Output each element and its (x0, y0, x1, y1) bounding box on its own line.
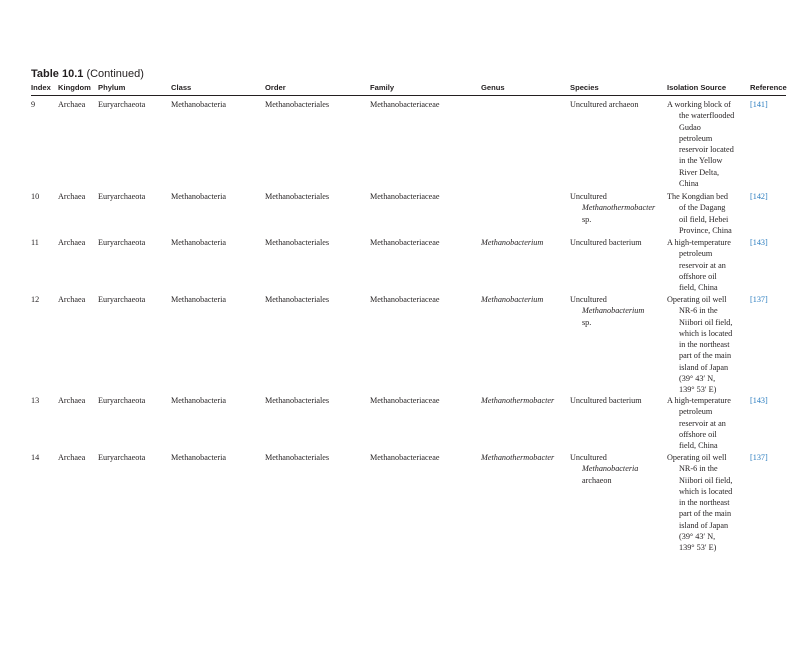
isolation-source-line: Operating oil well (667, 453, 727, 462)
species-line: Uncultured bacterium (570, 396, 642, 405)
table-number: Table 10.1 (31, 68, 84, 80)
cell-isolation-source (667, 99, 747, 189)
isolation-source-line: reservoir at an (679, 418, 726, 428)
cell-species (570, 191, 655, 225)
species-line: sp. (582, 317, 592, 327)
isolation-source-line: Niibori oil field, (679, 317, 733, 327)
isolation-source-line: 139° 53′ E) (679, 543, 717, 553)
table-title (31, 68, 144, 80)
header-isolation-source: Isolation Source (667, 83, 727, 92)
cell-species (570, 452, 638, 486)
header-rule (31, 95, 786, 96)
isolation-source-line: (39° 43′ N, (679, 532, 716, 542)
isolation-source-line: 139° 53′ E) (679, 385, 717, 395)
cell-family: Methanobacteriaceae (370, 238, 440, 247)
cell-genus: Methanothermobacter (481, 396, 555, 405)
isolation-source-line: A working block of (667, 100, 731, 109)
cell-kingdom: Archaea (58, 238, 86, 247)
header-class: Class (171, 83, 192, 92)
cell-index: 12 (31, 295, 40, 304)
table-continued-label: (Continued) (86, 68, 144, 80)
cell-species (570, 395, 642, 406)
isolation-source-line: which is located (679, 486, 733, 496)
isolation-source-line: Operating oil well (667, 295, 727, 304)
cell-family: Methanobacteriaceae (370, 453, 440, 462)
isolation-source-line: NR-6 in the (679, 306, 718, 316)
species-line: Uncultured (570, 295, 607, 304)
isolation-source-line: part of the main (679, 509, 732, 519)
reference-link[interactable]: [141] (750, 100, 768, 109)
isolation-source-line: A high-temperature (667, 238, 731, 247)
cell-species (570, 294, 644, 328)
cell-family: Methanobacteriaceae (370, 396, 440, 405)
cell-order: Methanobacteriales (265, 295, 330, 304)
cell-kingdom: Archaea (58, 192, 86, 201)
reference-link[interactable]: [137] (750, 453, 768, 462)
isolation-source-line: petroleum (679, 133, 713, 143)
species-line: Uncultured (570, 453, 607, 462)
cell-index: 9 (31, 100, 36, 109)
isolation-source-line: oil field, Hebei (679, 214, 729, 224)
isolation-source-line: reservoir located (679, 145, 734, 155)
cell-isolation-source (667, 191, 747, 236)
cell-kingdom: Archaea (58, 453, 86, 462)
header-species: Species (570, 83, 599, 92)
cell-index: 14 (31, 453, 40, 462)
cell-order: Methanobacteriales (265, 238, 330, 247)
cell-class: Methanobacteria (171, 238, 227, 247)
isolation-source-line: petroleum (679, 407, 713, 417)
cell-class: Methanobacteria (171, 100, 227, 109)
species-line: Uncultured bacterium (570, 238, 642, 247)
cell-index: 13 (31, 396, 40, 405)
cell-phylum: Euryarchaeota (98, 453, 146, 462)
cell-genus: Methanobacterium (481, 295, 544, 304)
cell-phylum: Euryarchaeota (98, 396, 146, 405)
cell-phylum: Euryarchaeota (98, 192, 146, 201)
isolation-source-line: field, China (679, 441, 718, 451)
cell-isolation-source (667, 294, 747, 396)
isolation-source-line: island of Japan (679, 520, 729, 530)
cell-genus: Methanothermobacter (481, 453, 555, 462)
cell-isolation-source (667, 237, 747, 293)
isolation-source-line: in the Yellow (679, 156, 723, 166)
isolation-source-line: offshore oil (679, 429, 717, 439)
species-line: Methanothermobacter (582, 203, 656, 213)
cell-kingdom: Archaea (58, 100, 86, 109)
species-line: sp. (582, 214, 592, 224)
cell-species (570, 99, 638, 110)
reference-link[interactable]: [143] (750, 396, 768, 405)
header-index: Index (31, 83, 51, 92)
cell-class: Methanobacteria (171, 192, 227, 201)
species-line: Uncultured archaeon (570, 100, 639, 109)
cell-index: 10 (31, 192, 40, 201)
isolation-source-line: A high-temperature (667, 396, 731, 405)
isolation-source-line: NR-6 in the (679, 464, 718, 474)
header-genus: Genus (481, 83, 505, 92)
cell-order: Methanobacteriales (265, 192, 330, 201)
header-kingdom: Kingdom (58, 83, 91, 92)
species-line: archaeon (582, 475, 612, 485)
cell-kingdom: Archaea (58, 396, 86, 405)
cell-species (570, 237, 642, 248)
cell-order: Methanobacteriales (265, 100, 330, 109)
reference-link[interactable]: [143] (750, 238, 768, 247)
header-order: Order (265, 83, 286, 92)
cell-family: Methanobacteriaceae (370, 192, 440, 201)
cell-phylum: Euryarchaeota (98, 100, 146, 109)
cell-family: Methanobacteriaceae (370, 100, 440, 109)
isolation-source-line: Gudao (679, 122, 701, 132)
cell-class: Methanobacteria (171, 396, 227, 405)
cell-isolation-source (667, 395, 747, 451)
isolation-source-line: in the northeast (679, 498, 730, 508)
cell-index: 11 (31, 238, 39, 247)
cell-phylum: Euryarchaeota (98, 238, 146, 247)
cell-order: Methanobacteriales (265, 453, 330, 462)
cell-isolation-source (667, 452, 747, 554)
header-family: Family (370, 83, 395, 92)
cell-phylum: Euryarchaeota (98, 295, 146, 304)
isolation-source-line: part of the main (679, 351, 732, 361)
cell-order: Methanobacteriales (265, 396, 330, 405)
isolation-source-line: which is located (679, 328, 733, 338)
isolation-source-line: River Delta, (679, 167, 720, 177)
isolation-source-line: Niibori oil field, (679, 475, 733, 485)
isolation-source-line: China (679, 179, 699, 189)
isolation-source-line: petroleum (679, 249, 713, 259)
isolation-source-line: The Kongdian bed (667, 192, 728, 201)
isolation-source-line: reservoir at an (679, 260, 726, 270)
isolation-source-line: island of Japan (679, 362, 729, 372)
species-line: Methanobacterium (582, 306, 645, 316)
species-line: Uncultured (570, 192, 607, 201)
isolation-source-line: Province, China (679, 225, 732, 235)
cell-genus: Methanobacterium (481, 238, 544, 247)
cell-class: Methanobacteria (171, 295, 227, 304)
species-line: Methanobacteria (582, 464, 639, 474)
cell-family: Methanobacteriaceae (370, 295, 440, 304)
isolation-source-line: offshore oil (679, 271, 717, 281)
isolation-source-line: the waterflooded (679, 111, 735, 121)
reference-link[interactable]: [142] (750, 192, 768, 201)
isolation-source-line: field, China (679, 283, 718, 293)
cell-class: Methanobacteria (171, 453, 227, 462)
isolation-source-line: (39° 43′ N, (679, 374, 716, 384)
header-phylum: Phylum (98, 83, 126, 92)
reference-link[interactable]: [137] (750, 295, 768, 304)
isolation-source-line: in the northeast (679, 340, 730, 350)
cell-kingdom: Archaea (58, 295, 86, 304)
isolation-source-line: of the Dagang (679, 203, 726, 213)
header-reference: Reference (750, 83, 787, 92)
